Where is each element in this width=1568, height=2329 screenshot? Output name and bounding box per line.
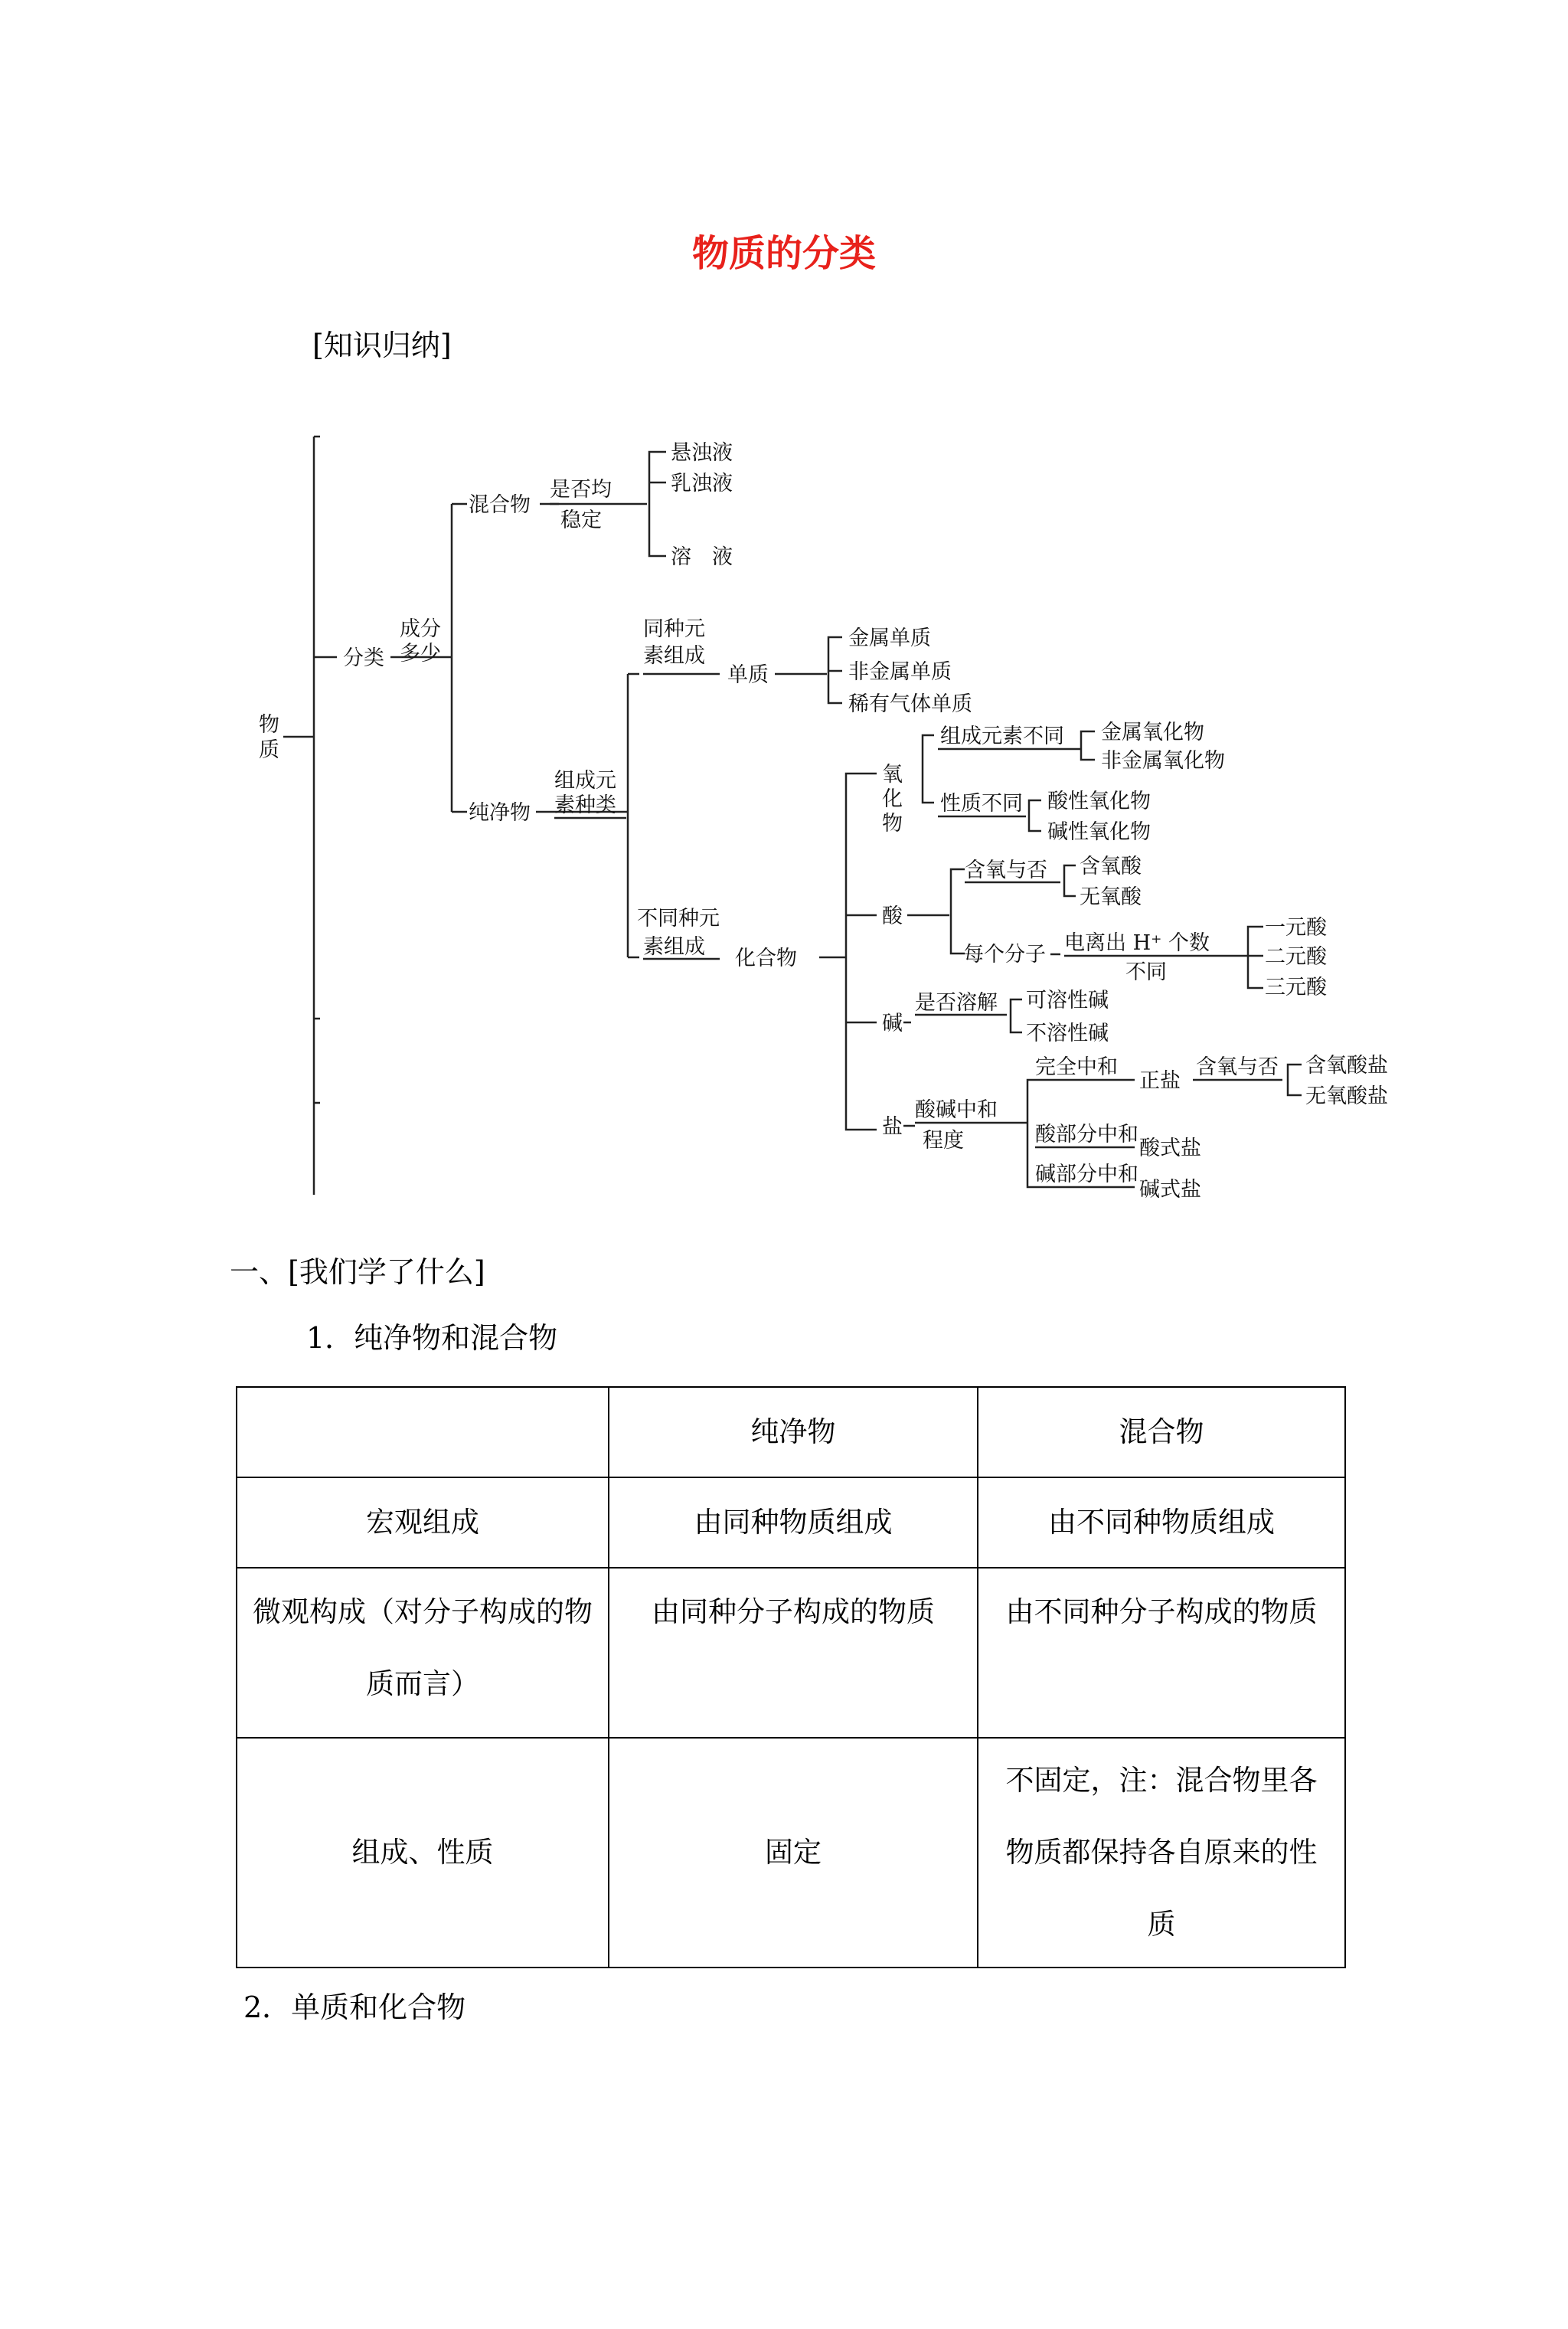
table-cell: 不固定，注：混合物里各物质都保持各自原来的性质 bbox=[978, 1738, 1345, 1968]
salt-normal: 正盐 bbox=[1139, 1069, 1181, 1093]
salt-normal-type-1: 含氧酸盐 bbox=[1305, 1054, 1388, 1078]
table-cell: 宏观组成 bbox=[237, 1477, 609, 1568]
oxide-label-1: 氧 bbox=[882, 763, 903, 787]
pure-label: 纯净物 bbox=[469, 801, 531, 825]
acid-basis-1: 含氧与否 bbox=[965, 859, 1047, 882]
mixture-basis-2: 稳定 bbox=[560, 509, 602, 532]
oxide-type-4: 碱性氧化物 bbox=[1047, 820, 1151, 844]
knowledge-heading: [知识归纳] bbox=[312, 329, 452, 362]
acid-type-3: 一元酸 bbox=[1265, 916, 1327, 940]
oxide-label-3: 物 bbox=[882, 812, 903, 836]
oxide-basis-2: 性质不同 bbox=[940, 792, 1023, 816]
compound-label: 化合物 bbox=[735, 947, 797, 970]
table-row bbox=[237, 1568, 1345, 1738]
classification-diagram bbox=[230, 414, 1424, 1202]
salt-normal-basis: 含氧与否 bbox=[1196, 1055, 1279, 1079]
salt-base-partial: 碱部分中和 bbox=[1035, 1163, 1138, 1186]
table-row bbox=[237, 1477, 1345, 1568]
oxide-type-2: 非金属氧化物 bbox=[1101, 749, 1225, 773]
table-cell: 由同种物质组成 bbox=[609, 1477, 978, 1568]
root-label-2: 质 bbox=[259, 738, 279, 762]
element-label: 单质 bbox=[727, 663, 769, 687]
salt-label: 盐 bbox=[882, 1115, 903, 1139]
salt-normal-type-2: 无氧酸盐 bbox=[1305, 1084, 1388, 1108]
diff-element-2: 素组成 bbox=[643, 935, 705, 959]
table-cell: 组成、性质 bbox=[237, 1738, 609, 1968]
diff-element-1: 不同种元 bbox=[637, 907, 720, 931]
element-type-2: 非金属单质 bbox=[848, 660, 952, 684]
acid-basis-2b: 电离出 H⁺ 个数 bbox=[1064, 931, 1210, 955]
basis-components-1: 成分 bbox=[400, 617, 441, 641]
mixture-type-1: 悬浊液 bbox=[671, 441, 733, 465]
oxide-type-1: 金属氧化物 bbox=[1101, 721, 1204, 744]
item-heading-2: 2．单质和化合物 bbox=[243, 1990, 466, 2024]
base-type-2: 不溶性碱 bbox=[1026, 1022, 1109, 1045]
mixture-basis-1: 是否均 bbox=[550, 478, 612, 502]
root-label-1: 物 bbox=[259, 713, 279, 737]
pure-mixture-table bbox=[236, 1386, 1346, 1968]
base-type-1: 可溶性碱 bbox=[1026, 989, 1109, 1012]
classify-label: 分类 bbox=[343, 646, 384, 670]
acid-label: 酸 bbox=[882, 904, 903, 928]
acid-type-1: 含氧酸 bbox=[1080, 855, 1142, 878]
mixture-label: 混合物 bbox=[469, 493, 531, 517]
oxide-type-3: 酸性氧化物 bbox=[1047, 790, 1151, 813]
table-header-cell: 混合物 bbox=[978, 1387, 1345, 1477]
section-heading-one: 一、[我们学了什么] bbox=[230, 1255, 485, 1289]
salt-basis-1: 酸碱中和 bbox=[915, 1098, 998, 1122]
acid-type-5: 三元酸 bbox=[1265, 976, 1327, 999]
acid-type-2: 无氧酸 bbox=[1080, 885, 1142, 909]
page-title: 物质的分类 bbox=[691, 232, 876, 275]
table-cell: 由不同种分子构成的物质 bbox=[978, 1568, 1345, 1738]
table-cell: 微观构成（对分子构成的物质而言） bbox=[237, 1568, 609, 1738]
item-heading-1: 1．纯净物和混合物 bbox=[306, 1321, 558, 1355]
base-basis: 是否溶解 bbox=[915, 991, 998, 1015]
pure-basis-1: 组成元 bbox=[554, 769, 616, 793]
table-header-row bbox=[237, 1387, 1345, 1477]
acid-type-4: 二元酸 bbox=[1265, 945, 1327, 969]
acid-basis-2c: 不同 bbox=[1125, 960, 1167, 984]
oxide-label-2: 化 bbox=[882, 787, 903, 811]
mixture-type-3: 溶 液 bbox=[671, 545, 733, 569]
table-header-cell: 纯净物 bbox=[609, 1387, 978, 1477]
pure-basis-2: 素种类 bbox=[554, 793, 616, 817]
table-cell: 固定 bbox=[609, 1738, 978, 1968]
basis-components-2: 多少 bbox=[400, 642, 441, 666]
salt-full: 完全中和 bbox=[1035, 1055, 1118, 1079]
same-element-2: 素组成 bbox=[643, 644, 705, 668]
acid-basis-2: 每个分子 bbox=[963, 943, 1046, 967]
table-cell: 由不同种物质组成 bbox=[978, 1477, 1345, 1568]
oxide-basis-1: 组成元素不同 bbox=[940, 725, 1064, 748]
salt-basic: 碱式盐 bbox=[1139, 1178, 1201, 1202]
mixture-type-2: 乳浊液 bbox=[671, 472, 733, 496]
salt-acidic: 酸式盐 bbox=[1139, 1137, 1201, 1160]
element-type-1: 金属单质 bbox=[848, 626, 931, 650]
salt-acid-partial: 酸部分中和 bbox=[1035, 1123, 1138, 1147]
element-type-3: 稀有气体单质 bbox=[848, 692, 972, 716]
table-header-cell bbox=[237, 1387, 609, 1477]
table-row bbox=[237, 1738, 1345, 1968]
base-label: 碱 bbox=[882, 1012, 903, 1035]
salt-basis-2: 程度 bbox=[923, 1129, 964, 1153]
table-cell: 由同种分子构成的物质 bbox=[609, 1568, 978, 1738]
same-element-1: 同种元 bbox=[643, 617, 705, 641]
